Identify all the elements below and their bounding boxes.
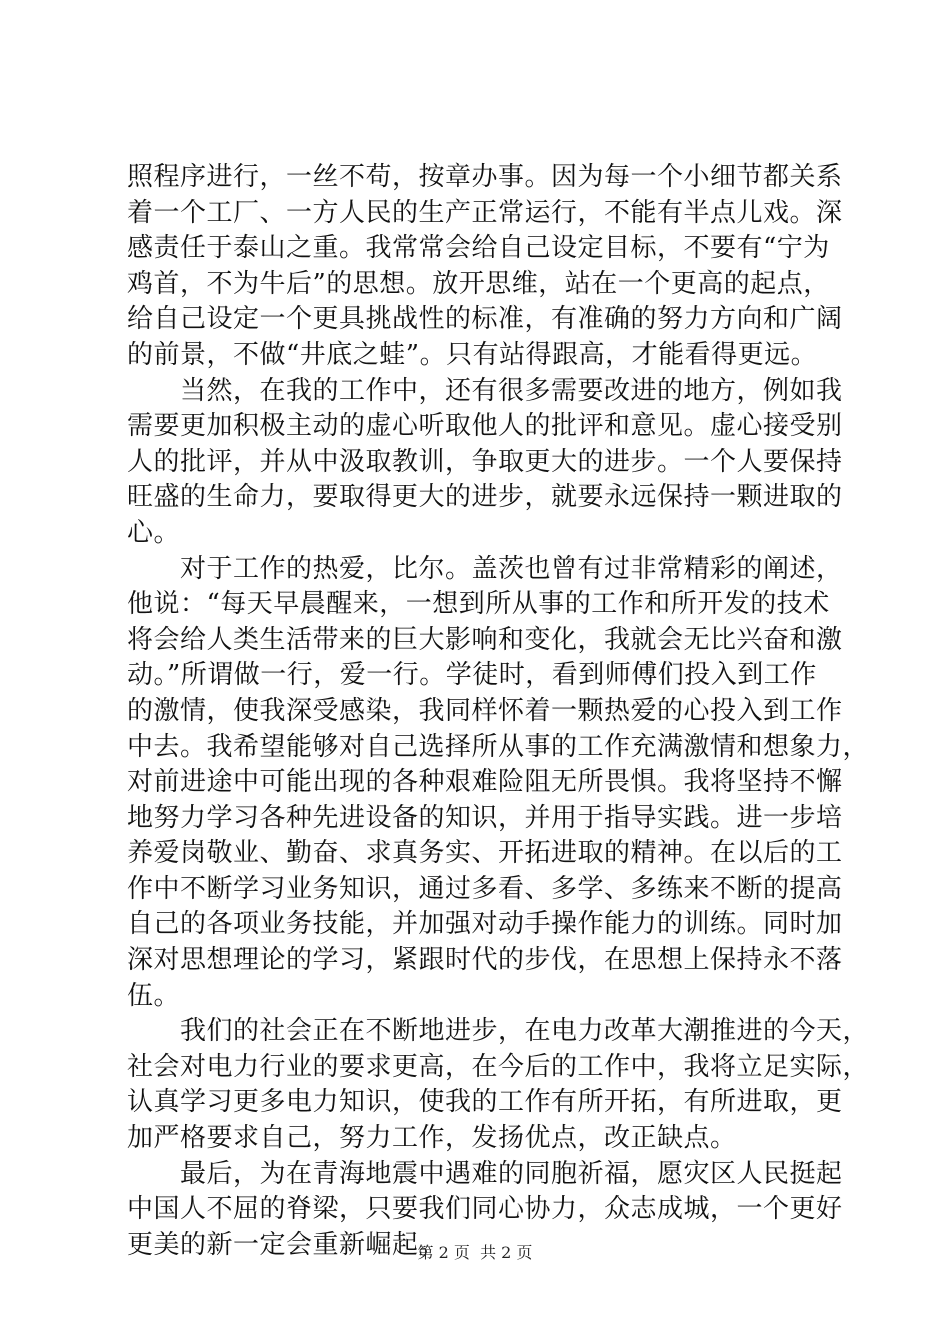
text-line: 感责任于泰山之重。我常常会给自己设定目标，不要有“宁为 (127, 233, 830, 264)
text-line: 照程序进行，一丝不苟，按章办事。因为每一个小细节都关系 (127, 162, 843, 192)
text-line: 伍。 (127, 980, 181, 1011)
text-line: 动。”所谓做一行，爱一行。学徒时，看到师傅们投入到工作 (127, 660, 817, 691)
text-line: 对于工作的热爱，比尔。盖茨也曾有过非常精彩的阐述， (127, 553, 843, 584)
text-line: 的前景，不做“井底之蛙”。只有站得跟高，才能看得更远。 (127, 339, 818, 370)
text-line: 地努力学习各种先进设备的知识，并用于指导实践。进一步培 (127, 802, 843, 833)
text-line: 鸡首，不为牛后”的思想。放开思维，站在一个更高的起点， (127, 268, 830, 299)
text-line: 的激情，使我深受感染，我同样怀着一颗热爱的心投入到工作 (127, 695, 843, 726)
text-line: 最后，为在青海地震中遇难的同胞祈福，愿灾区人民挺起 (127, 1158, 843, 1189)
page-footer (0, 1243, 950, 1263)
text-line: 对前进途中可能出现的各种艰难险阻无所畏惧。我将坚持不懈 (127, 767, 843, 798)
text-line: 需要更加积极主动的虚心听取他人的批评和意见。虚心接受别 (127, 411, 843, 442)
text-line: 旺盛的生命力，要取得更大的进步，就要永远保持一颗进取的 (127, 482, 843, 513)
text-line: 着一个工厂、一方人民的生产正常运行，不能有半点儿戏。深 (127, 197, 843, 228)
text-line: 当然，在我的工作中，还有很多需要改进的地方，例如我 (127, 375, 843, 406)
text-line: 中国人不屈的脊梁，只要我们同心协力，众志成城，一个更好 (127, 1194, 843, 1225)
text-line: 将会给人类生活带来的巨大影响和变化，我就会无比兴奋和激 (127, 624, 843, 655)
text-line: 心。 (127, 517, 181, 548)
text-line: 我们的社会正在不断地进步，在电力改革大潮推进的今天， (127, 1016, 870, 1047)
text-line: 他说：“每天早晨醒来，一想到所从事的工作和所开发的技术 (127, 589, 830, 620)
document-body (127, 160, 870, 1263)
text-line: 人的批评，并从中汲取教训，争取更大的进步。一个人要保持 (127, 446, 843, 477)
text-line: 加严格要求自己，努力工作，发扬优点，改正缺点。 (127, 1123, 737, 1154)
text-line: 深对思想理论的学习，紧跟时代的步伐，在思想上保持永不落 (127, 945, 843, 976)
text-line: 养爱岗敬业、勤奋、求真务实、开拓进取的精神。在以后的工 (127, 838, 843, 869)
text-line: 作中不断学习业务知识，通过多看、多学、多练来不断的提高 (127, 873, 843, 904)
text-line: 认真学习更多电力知识，使我的工作有所开拓，有所进取，更 (127, 1087, 843, 1118)
text-line: 自己的各项业务技能，并加强对动手操作能力的训练。同时加 (127, 909, 843, 940)
page-number: 第 2 页 共 2 页 (417, 1243, 533, 1262)
text-line: 给自己设定一个更具挑战性的标准，有准确的努力方向和广阔 (127, 304, 843, 335)
text-line: 更美的新一定会重新崛起。 (127, 1229, 446, 1260)
text-line: 中去。我希望能够对自己选择所从事的工作充满激情和想象力， (127, 731, 870, 762)
text-line: 社会对电力行业的要求更高，在今后的工作中，我将立足实际， (127, 1051, 870, 1082)
